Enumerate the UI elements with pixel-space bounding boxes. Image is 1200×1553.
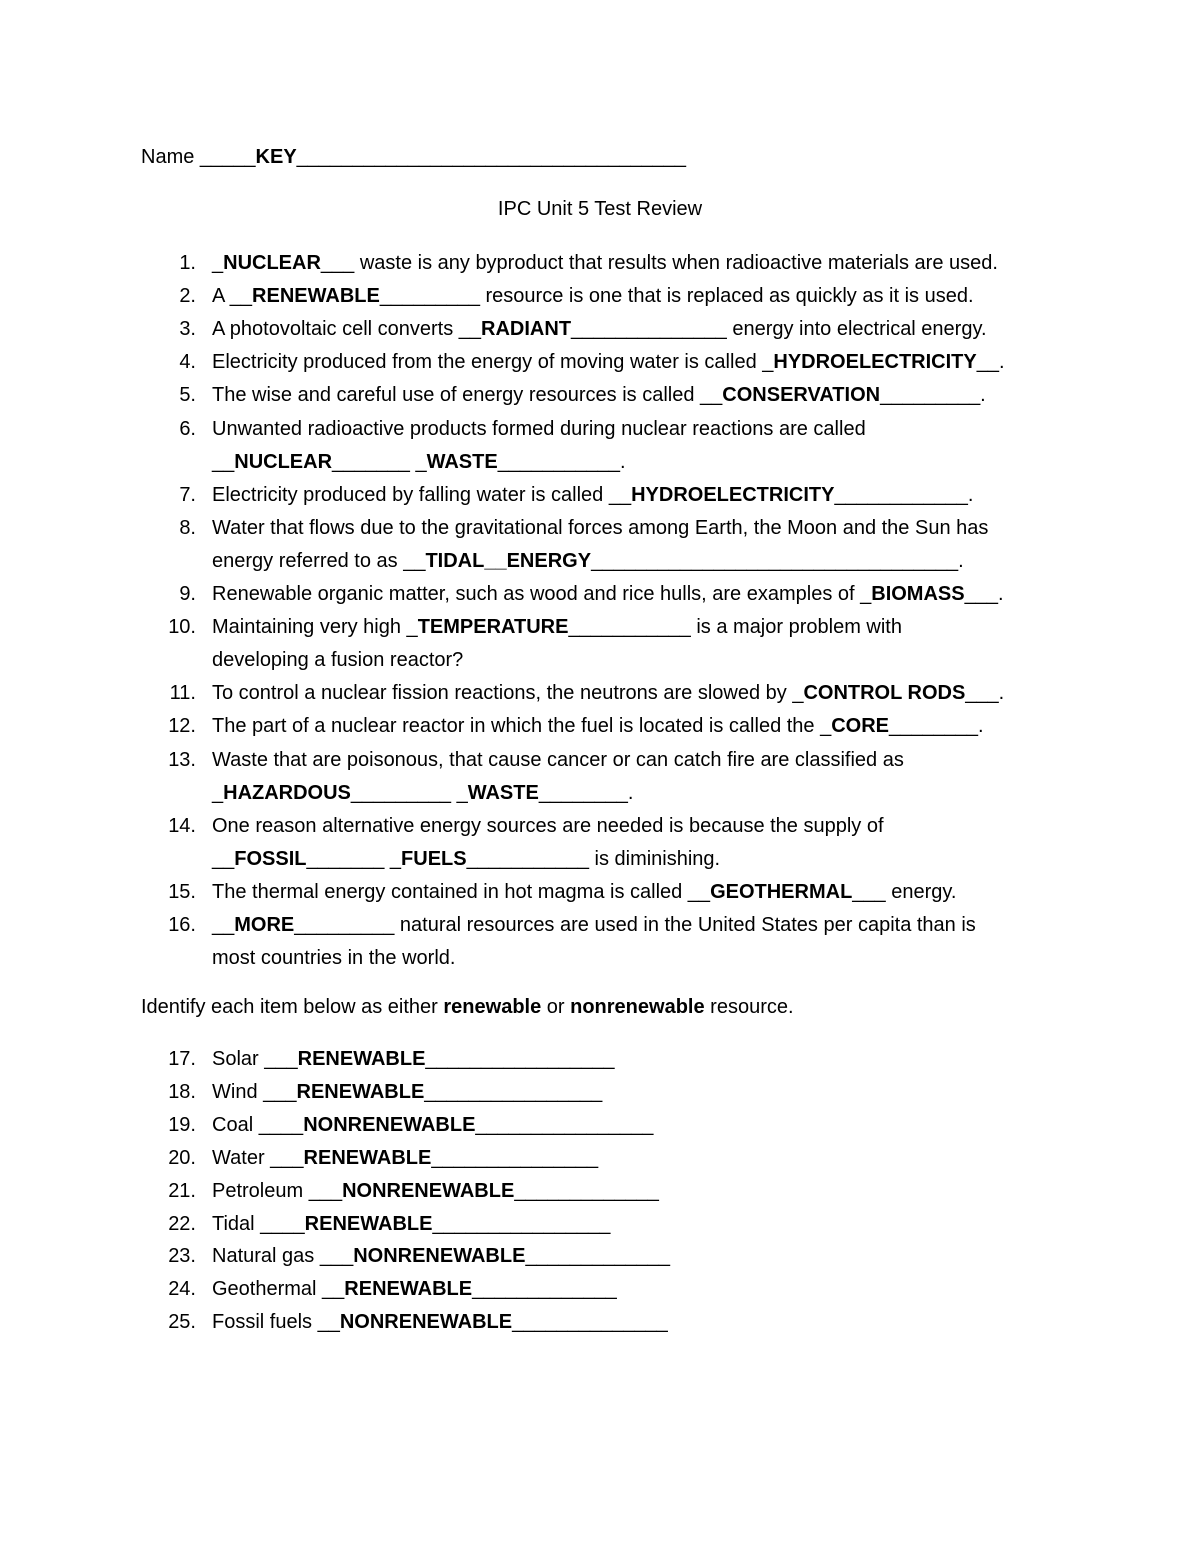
question-number: 3.: [179, 318, 196, 341]
answer-text: TIDAL__ENERGY: [425, 549, 592, 572]
prompt-text: ___________ is diminishing.: [466, 847, 721, 870]
question-text: [212, 549, 964, 573]
question-text: [212, 814, 884, 838]
question-text: [212, 648, 463, 672]
question-number: 9.: [179, 583, 196, 605]
answer-underline: ________________: [475, 1113, 654, 1136]
question-text: [212, 417, 866, 441]
prompt-text: _______ _: [332, 450, 427, 473]
question-number: 13.: [168, 748, 196, 771]
answer-text: HYDROELECTRICITY: [773, 351, 977, 374]
resource-label: Solar ___: [212, 1048, 298, 1070]
answer-text: RENEWABLE: [303, 1146, 432, 1169]
item-number: 21.: [168, 1179, 196, 1202]
resource-item: [212, 1113, 653, 1137]
prompt-text: _________ resource is one that is replaced as quickly as it is used.: [379, 285, 974, 308]
question-number: 6.: [179, 417, 196, 440]
question-text: [212, 450, 626, 474]
prompt-text: ___________ is a major problem with: [568, 616, 902, 639]
prompt-text: developing a fusion reactor?: [212, 649, 464, 672]
name-answer: KEY: [255, 146, 297, 168]
resource-item: [212, 1146, 598, 1170]
question-text: [212, 913, 976, 937]
resource-label: Coal ____: [212, 1113, 304, 1136]
prompt-text: A __: [212, 285, 253, 308]
answer-text: NONRENEWABLE: [339, 1311, 513, 1334]
question-number: 10.: [168, 616, 196, 639]
prompt-text: Electricity produced from the energy of moving water is called _: [212, 351, 774, 374]
question-number: 2.: [179, 285, 196, 308]
resource-item: [212, 1310, 668, 1334]
question-number: 12.: [168, 715, 196, 738]
answer-text: HAZARDOUS: [223, 781, 351, 804]
page-title: IPC Unit 5 Test Review: [497, 198, 703, 220]
answer-text: RENEWABLE: [296, 1080, 425, 1103]
item-number: 19.: [168, 1113, 196, 1136]
question-text: [212, 317, 987, 341]
question-text: [212, 483, 973, 507]
name-line: [141, 145, 686, 169]
question-text: [212, 284, 974, 308]
answer-text: CONTROL RODS: [803, 682, 966, 705]
answer-text: BIOMASS: [871, 583, 965, 605]
answer-text: CORE: [831, 715, 890, 738]
prompt-text: _________________________________.: [591, 549, 964, 572]
answer-text: MORE: [234, 914, 295, 936]
prompt-text: _: [212, 781, 224, 804]
prompt-text: Electricity produced by falling water is called __: [212, 483, 632, 506]
question-text: [212, 946, 455, 970]
answer-text: RENEWABLE: [297, 1048, 426, 1070]
prompt-text: energy referred to as __: [212, 549, 426, 572]
item-number: 23.: [168, 1245, 196, 1268]
renewable-term: renewable: [443, 996, 542, 1018]
resource-label: Water ___: [212, 1146, 304, 1169]
prompt-text: Renewable organic matter, such as wood and rice hulls, are examples of _: [212, 583, 872, 605]
prompt-text: ________.: [889, 715, 984, 738]
question-text: [212, 714, 984, 738]
prompt-text: Waste that are poisonous, that cause cancer or can catch fire are classified as: [212, 748, 904, 771]
resource-item: [212, 1277, 617, 1301]
resource-label: Geothermal __: [212, 1278, 345, 1301]
answer-text: FUELS: [401, 847, 467, 870]
answer-underline: ________________: [432, 1212, 611, 1235]
answer-underline: _______________: [431, 1146, 599, 1169]
question-number: 14.: [168, 814, 196, 837]
prompt-text: ________.: [538, 781, 634, 804]
answer-text: RENEWABLE: [304, 1212, 433, 1235]
prompt-text: The thermal energy contained in hot magma is called __: [212, 880, 711, 903]
resource-label: Tidal ____: [212, 1212, 305, 1235]
prompt-text: __.: [976, 351, 1005, 374]
prompt-text: ___ waste is any byproduct that results when radioactive materials are used.: [320, 252, 998, 274]
name-label: Name _____: [141, 146, 256, 168]
question-number: 11.: [169, 682, 196, 705]
question-number: 7.: [179, 483, 196, 506]
prompt-text: Unwanted radioactive products formed during nuclear reactions are called: [212, 417, 866, 440]
prompt-text: ___.: [964, 583, 1004, 605]
prompt-text: A photovoltaic cell converts __: [212, 318, 482, 341]
item-number: 25.: [168, 1311, 196, 1334]
item-number: 18.: [168, 1080, 196, 1103]
answer-text: WASTE: [426, 450, 498, 473]
prompt-text: _________ natural resources are used in the United States per capita than is: [294, 914, 976, 936]
answer-underline: ______________: [512, 1311, 668, 1334]
question-text: [212, 615, 902, 639]
answer-text: RADIANT: [481, 318, 572, 341]
answer-text: NUCLEAR: [223, 252, 321, 274]
resource-item: [212, 1244, 670, 1268]
prompt-text: __: [212, 450, 235, 473]
answer-underline: _____________: [525, 1245, 671, 1268]
prompt-text: _________ _: [350, 781, 468, 804]
question-text: [212, 681, 1004, 705]
prompt-text: __: [212, 847, 235, 870]
prompt-text: The wise and careful use of energy resources is called __: [212, 384, 723, 407]
resource-label: Fossil fuels __: [212, 1311, 340, 1334]
answer-text: NUCLEAR: [234, 450, 333, 473]
item-number: 24.: [168, 1278, 196, 1301]
answer-text: WASTE: [467, 781, 539, 804]
resource-item: [212, 1047, 615, 1071]
answer-text: GEOTHERMAL: [710, 880, 853, 903]
question-text: [212, 847, 720, 871]
resource-label: Petroleum ___: [212, 1179, 343, 1202]
resource-label: Natural gas ___: [212, 1245, 354, 1268]
item-number: 20.: [168, 1146, 196, 1169]
prompt-text: Maintaining very high _: [212, 616, 418, 639]
item-number: 17.: [168, 1048, 196, 1070]
prompt-text: ___ energy.: [852, 880, 957, 903]
question-text: [212, 582, 1004, 606]
question-text: [212, 748, 904, 772]
prompt-text: _______ _: [306, 847, 402, 870]
prompt-text: ______________ energy into electrical energy.: [571, 318, 987, 341]
prompt-text: One reason alternative energy sources are needed is because the supply of: [212, 814, 884, 837]
prompt-text: most countries in the world.: [212, 947, 456, 970]
question-text: [212, 781, 633, 805]
answer-text: FOSSIL: [234, 847, 307, 870]
answer-text: TEMPERATURE: [417, 616, 569, 639]
answer-text: CONSERVATION: [722, 384, 881, 407]
answer-text: NONRENEWABLE: [342, 1179, 515, 1202]
prompt-text: _________.: [880, 384, 986, 407]
nonrenewable-term: nonrenewable: [570, 996, 705, 1018]
resource-label: Wind ___: [212, 1080, 297, 1103]
question-text: [212, 383, 986, 407]
resource-item: [212, 1179, 659, 1203]
prompt-text: ____________.: [834, 483, 974, 506]
question-number: 1.: [179, 252, 196, 274]
instructions: Identify each item below as either renewable or nonrenewable resource.: [141, 996, 794, 1018]
question-number: 8.: [179, 516, 196, 539]
prompt-text: ___.: [965, 682, 1005, 705]
question-number: 4.: [179, 351, 196, 374]
answer-text: RENEWABLE: [344, 1278, 473, 1301]
answer-text: RENEWABLE: [252, 285, 380, 308]
prompt-text: __: [212, 914, 235, 936]
name-underline: ___________________________________: [296, 146, 686, 168]
question-text: [212, 350, 1005, 374]
question-number: 16.: [168, 914, 196, 936]
prompt-text: The part of a nuclear reactor in which the fuel is located is called the _: [212, 715, 832, 738]
item-number: 22.: [168, 1212, 196, 1235]
answer-text: NONRENEWABLE: [303, 1113, 476, 1136]
question-text: [212, 251, 998, 275]
question-number: 15.: [168, 880, 196, 903]
question-number: 5.: [179, 384, 196, 407]
answer-underline: _____________: [514, 1179, 659, 1202]
prompt-text: Water that flows due to the gravitational forces among Earth, the Moon and the Sun has: [212, 516, 989, 539]
answer-underline: _____________: [472, 1278, 617, 1301]
answer-text: HYDROELECTRICITY: [631, 483, 835, 506]
question-text: [212, 880, 956, 904]
prompt-text: ___________.: [497, 450, 626, 473]
answer-text: NONRENEWABLE: [353, 1245, 526, 1268]
answer-underline: ________________: [424, 1080, 603, 1103]
resource-item: [212, 1212, 610, 1236]
question-text: [212, 516, 988, 540]
answer-underline: _________________: [425, 1048, 615, 1070]
prompt-text: _: [212, 252, 224, 274]
prompt-text: To control a nuclear fission reactions, the neutrons are slowed by _: [212, 682, 804, 705]
resource-item: [212, 1080, 602, 1104]
